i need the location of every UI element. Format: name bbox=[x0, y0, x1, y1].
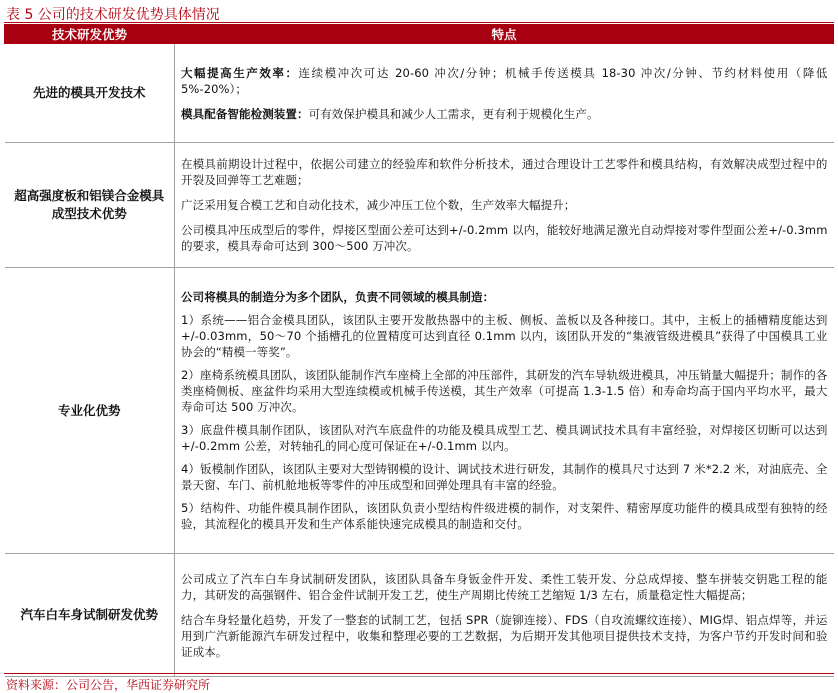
table-row bbox=[5, 554, 834, 677]
feature-paragraph bbox=[181, 65, 828, 97]
advantage-cell: 先进的模具开发技术 bbox=[5, 44, 175, 143]
feature-paragraph bbox=[181, 222, 828, 254]
table-row bbox=[5, 44, 834, 143]
feature-paragraph bbox=[181, 571, 828, 603]
feature-text: 5）结构件、功能件模具制作团队，该团队负责小型结构件级进模的制作，对支架件、精密厚度功能件的模具成型有独特的经验，其流程化的模具开发和生产体系能快速完成模具的制造和交付。 bbox=[181, 501, 828, 531]
header-features: 特点 bbox=[175, 25, 834, 44]
feature-text: 2）座椅系统模具团队，该团队能制作汽车座椅上全部的冲压部件，其研发的汽车导轨级进模具，冲压销量大幅提升；制作的各类座椅侧板、座盆件均采用大型连续模或机械手传送模，其生产效率（可提高 1.3-1.5 倍）和寿命均高于国内平均水平，最大寿命可达 500 万冲次。 bbox=[181, 368, 828, 414]
table-row bbox=[5, 268, 834, 554]
source-note: 资料来源：公司公告，华西证券研究所 bbox=[6, 678, 211, 692]
table-title: 表 5 公司的技术研发优势具体情况 bbox=[6, 7, 220, 23]
header-advantage: 技术研发优势 bbox=[5, 25, 175, 44]
feature-paragraph bbox=[181, 422, 828, 454]
feature-paragraph bbox=[181, 461, 828, 493]
advantage-cell: 超高强度板和铝镁合金模具成型技术优势 bbox=[5, 143, 175, 268]
feature-text: 广泛采用复合模工艺和自动化技术，减少冲压工位个数，生产效率大幅提升； bbox=[181, 198, 576, 212]
feature-text: 4）钣模制作团队，该团队主要对大型铸钢模的设计、调试技术进行研发，其制作的模具尺寸达到 7 米*2.2 米，对油底壳、全景天窗、车门、前机舱地板等零件的冲压成型和回弹处理具有丰富的经验。 bbox=[181, 462, 828, 492]
feature-text: 可有效保护模具和减少人工需求，更有利于规模化生产。 bbox=[308, 106, 599, 121]
title-rule bbox=[4, 22, 834, 23]
feature-heading: 模具配备智能检测装置： bbox=[181, 106, 309, 121]
feature-text: 3）底盘件模具制作团队，该团队对汽车底盘件的功能及模具成型工艺、模具调试技术具有丰富经验，对焊接区切断可以达到+/-0.2mm 公差，对转轴孔的同心度可保证在+/-0.1mm 以内。 bbox=[181, 423, 828, 453]
feature-heading: 大幅提高生产效率： bbox=[181, 65, 299, 80]
table-row bbox=[5, 143, 834, 268]
feature-paragraph bbox=[181, 156, 828, 188]
feature-paragraph bbox=[181, 312, 828, 360]
feature-paragraph bbox=[181, 289, 828, 305]
table-header-row bbox=[5, 25, 834, 44]
advantage-cell: 专业化优势 bbox=[5, 268, 175, 554]
features-cell bbox=[175, 554, 834, 677]
feature-text: 公司成立了汽车白车身试制研发团队，该团队具备车身钣金件开发、柔性工装开发、分总成焊接、整车拼装交钥匙工程的能力，其研发的高强钢件、铝合金件试制开发工艺，使生产周期比传统工艺缩短 1/3 左右，质量稳定性大幅提高； bbox=[181, 571, 828, 602]
feature-paragraph bbox=[181, 197, 828, 213]
features-cell bbox=[175, 143, 834, 268]
features-cell bbox=[175, 44, 834, 143]
source-rule bbox=[4, 673, 834, 674]
feature-paragraph bbox=[181, 612, 828, 660]
feature-paragraph bbox=[181, 500, 828, 532]
feature-text: 结合车身轻量化趋势，开发了一整套的试制工艺，包括 SPR（旋铆连接）、FDS（自攻流螺纹连接）、MIG焊、铝点焊等，并运用到广汽新能源汽车研发过程中，收集和整理必要的工艺数据，为后期开发其他项目提供技术支持，为客户节约开发时间和验证成本。 bbox=[181, 612, 828, 659]
feature-text: 在模具前期设计过程中，依据公司建立的经验库和软件分析技术，通过合理设计工艺零件和模具结构，有效解决成型过程中的开裂及回弹等工艺难题； bbox=[181, 157, 828, 187]
feature-text: 公司模具冲压成型后的零件，焊接区型面公差可达到+/-0.2mm 以内，能较好地满足激光自动焊接对零件型面公差+/-0.3mm 的要求，模具寿命可达到 300～500 万冲次。 bbox=[181, 223, 828, 253]
features-cell bbox=[175, 268, 834, 554]
advantage-cell: 汽车白车身试制研发优势 bbox=[5, 554, 175, 677]
feature-heading: 公司将模具的制造分为多个团队，负责不同领域的模具制造： bbox=[181, 290, 495, 304]
feature-text: 1）系统——铝合金模具团队，该团队主要开发散热器中的主板、侧板、盖板以及各种接口。其中，主板上的插槽精度能达到+/-0.03mm，50～70 个插槽孔的位置精度可达到直径 0.1mm 以内，该团队开发的“集液管级进模具”获得了中国模具工业协会的“精模一等奖”。 bbox=[181, 313, 828, 359]
feature-paragraph bbox=[181, 367, 828, 415]
feature-paragraph bbox=[181, 106, 828, 122]
tech-advantage-table bbox=[4, 24, 834, 677]
feature-text: 连续模冲次可达 20-60 冲次/分钟；机械手传送模具 18-30 冲次/分钟、节约材料使用（降低 5%-20%）； bbox=[181, 65, 828, 96]
